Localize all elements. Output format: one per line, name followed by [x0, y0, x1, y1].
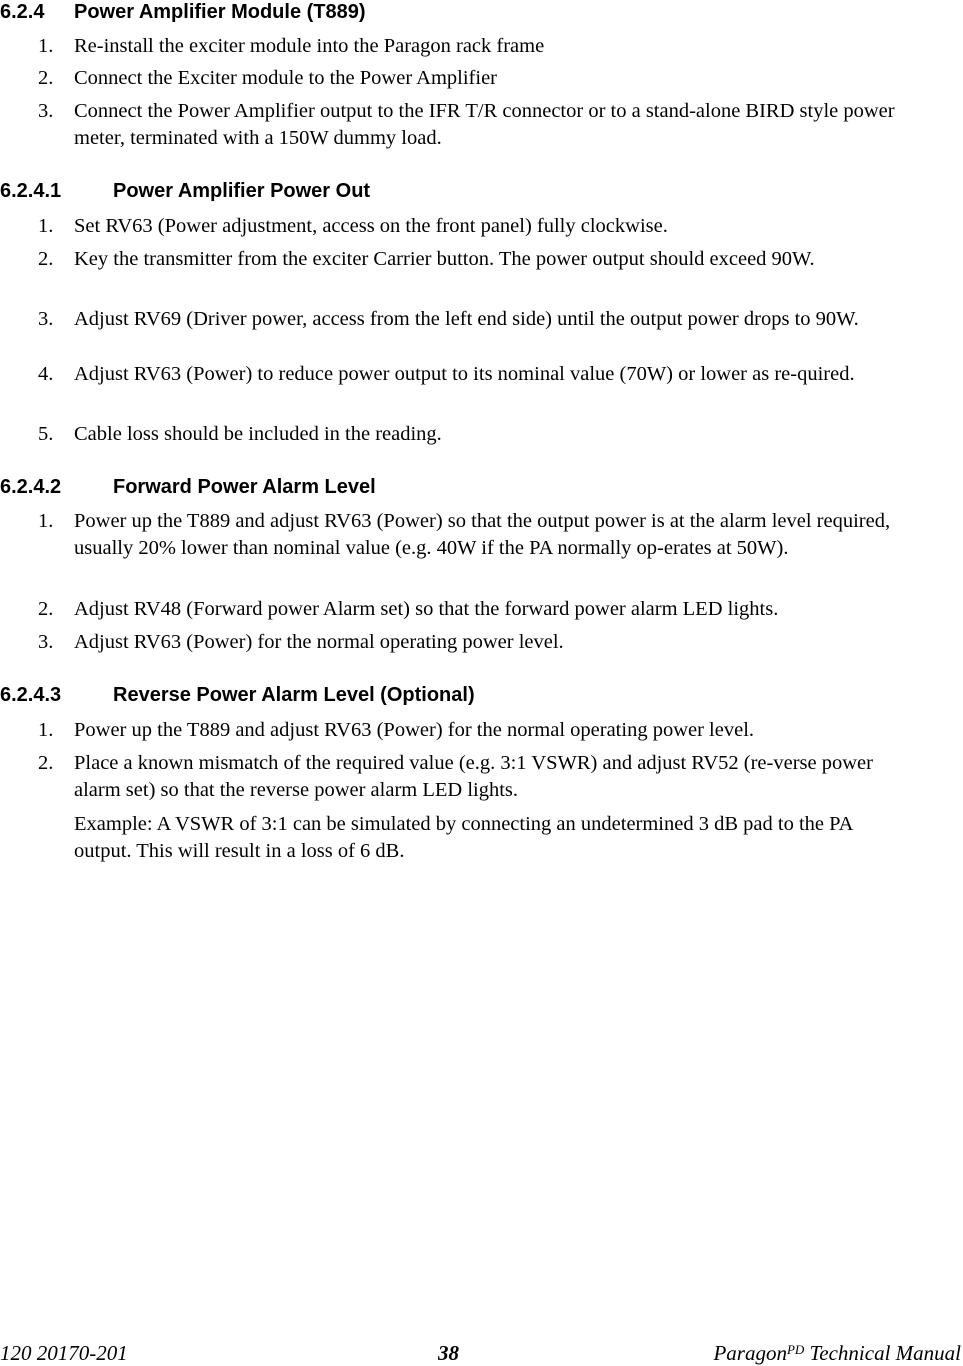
list-item-number: 3. — [38, 631, 54, 653]
list-item — [38, 508, 898, 562]
list-item — [38, 421, 898, 448]
list-item-text: Adjust RV48 (Forward power Alarm set) so that the forward power alarm LED lights. — [74, 598, 779, 620]
list-item-text: Adjust RV69 (Driver power, access from the left end side) until the output power drops to 90W. — [74, 308, 859, 330]
list-item-text: Connect the Exciter module to the Power Amplifier — [74, 67, 497, 89]
list-item — [38, 750, 898, 804]
list-item-text: Connect the Power Amplifier output to the IFR T/R connector or to a stand-alone BIRD style power meter, terminated with a 150W dummy load. — [74, 100, 895, 149]
list-item-text: Power up the T889 and adjust RV63 (Power) so that the output power is at the alarm level required, usually 20% lower than nominal value (e.g. 40W if the PA normally op-erates at 50W). — [74, 510, 891, 559]
section-title: Power Amplifier Power Out — [113, 180, 371, 202]
list-item — [38, 306, 898, 333]
list-item-text: Set RV63 (Power adjustment, access on the front panel) fully clockwise. — [74, 215, 668, 237]
list-item-text: Cable loss should be included in the reading. — [74, 423, 442, 445]
list-item-number: 2. — [38, 67, 54, 89]
example-note: Example: A VSWR of 3:1 can be simulated by connecting an undetermined 3 dB pad to the PA output. This will result in a loss of 6 dB. — [74, 813, 853, 862]
list-item-number: 2. — [38, 752, 54, 774]
footer-manual-label: Technical Manual — [804, 1341, 961, 1365]
list-item-text: Power up the T889 and adjust RV63 (Power) for the normal operating power level. — [74, 719, 755, 741]
section-heading-6-2-4-2 — [0, 475, 376, 499]
list-item — [38, 629, 898, 656]
list-item-number: 5. — [38, 423, 54, 445]
list-item-text: Re-install the exciter module into the Paragon rack frame — [74, 35, 545, 57]
list-item — [38, 717, 898, 744]
list-item-number: 4. — [38, 363, 54, 385]
footer-page-number: 38 — [438, 1341, 459, 1365]
list-item-number: 1. — [38, 719, 54, 741]
list-item-number: 1. — [38, 35, 54, 57]
list-item-text: Adjust RV63 (Power) for the normal operating power level. — [74, 631, 564, 653]
section-number: 6.2.4.3 — [0, 684, 62, 706]
list-item-number: 2. — [38, 598, 54, 620]
footer-product-name: Paragon — [713, 1341, 787, 1365]
section-title: Forward Power Alarm Level — [113, 476, 376, 498]
list-item — [38, 361, 898, 388]
section-number: 6.2.4.2 — [0, 476, 62, 498]
footer-product-superscript: PD — [786, 1342, 805, 1357]
list-item-text: Place a known mismatch of the required value (e.g. 3:1 VSWR) and adjust RV52 (re-verse power alarm set) so that the reverse power alarm LED lights. — [74, 752, 873, 801]
list-item — [38, 596, 898, 623]
list-item-number: 1. — [38, 510, 54, 532]
section-title: Power Amplifier Module (T889) — [74, 1, 366, 23]
list-item — [38, 213, 898, 240]
list-item — [38, 246, 898, 273]
section-heading-6-2-4 — [0, 0, 366, 24]
list-item — [38, 65, 898, 92]
list-item — [38, 98, 898, 152]
list-item-text: Adjust RV63 (Power) to reduce power output to its nominal value (70W) or lower as re-quired. — [74, 363, 855, 385]
section-title: Reverse Power Alarm Level (Optional) — [113, 684, 475, 706]
list-item-text: Key the transmitter from the exciter Carrier button. The power output should exceed 90W. — [74, 248, 815, 270]
list-item-number: 1. — [38, 215, 54, 237]
footer-manual-title — [713, 1340, 961, 1366]
list-item-number: 3. — [38, 308, 54, 330]
section-heading-6-2-4-3 — [0, 683, 475, 707]
section-number: 6.2.4.1 — [0, 180, 62, 202]
section-heading-6-2-4-1 — [0, 179, 370, 203]
list-item — [38, 33, 898, 60]
list-item-number: 2. — [38, 248, 54, 270]
list-item-number: 3. — [38, 100, 54, 122]
section-number: 6.2.4 — [0, 1, 45, 23]
footer-doc-number: 120 20170-201 — [0, 1341, 128, 1365]
